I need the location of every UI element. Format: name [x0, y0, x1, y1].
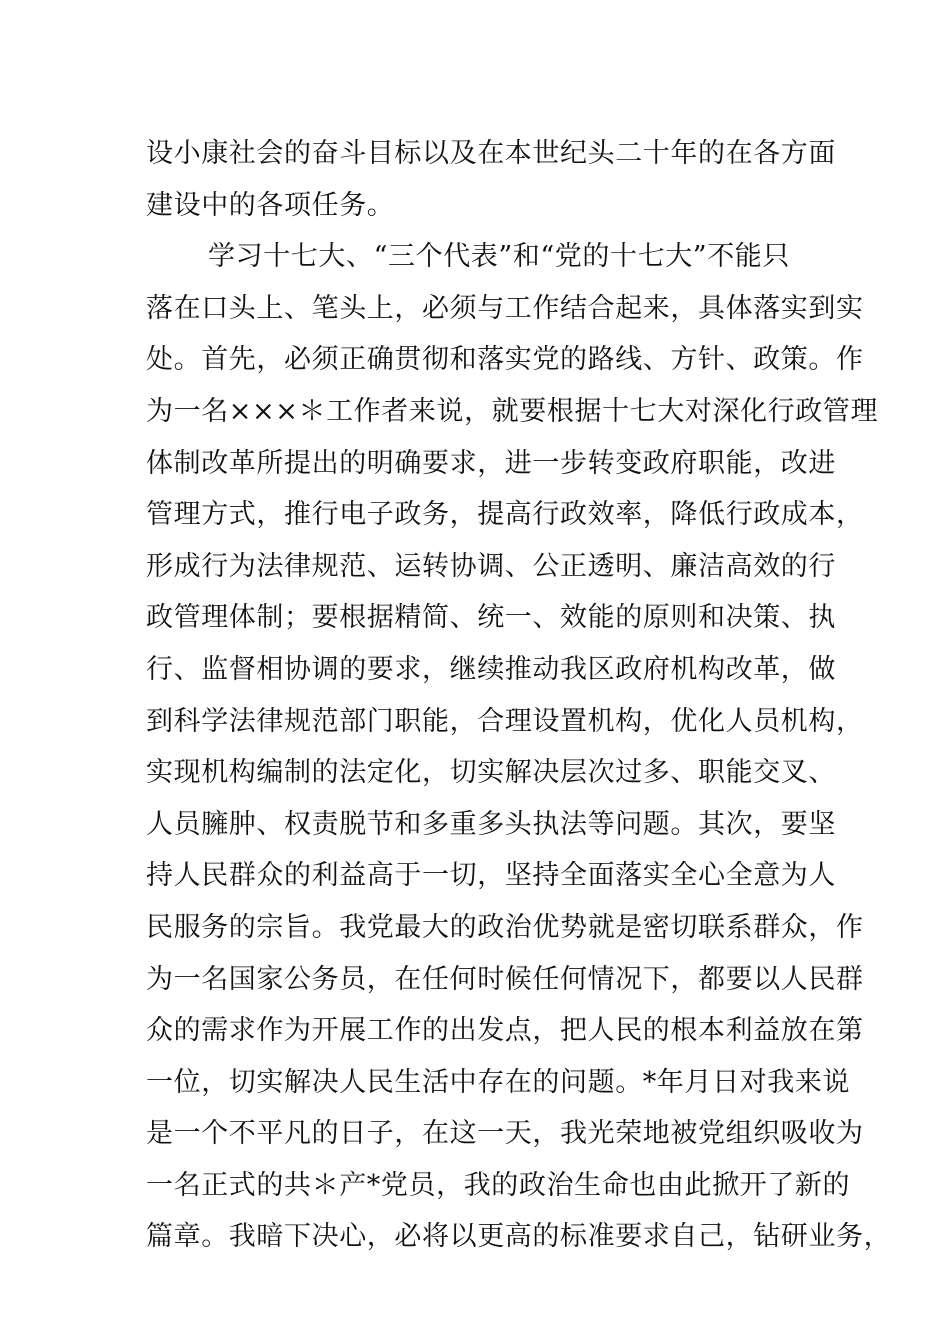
text-line: 是一个不平凡的日子，在这一天，我光荣地被党组织吸收为 — [146, 1118, 864, 1150]
text-line: 持人民群众的利益高于一切，坚持全面落实全心全意为人 — [146, 860, 836, 892]
text-line: 管理方式，推行电子政务，提高行政效率，降低行政成本， — [146, 499, 864, 531]
text-line: 实现机构编制的法定化，切实解决层次过多、职能交叉、 — [146, 757, 836, 789]
document-body — [146, 128, 892, 1263]
text-line: 落在口头上、笔头上，必须与工作结合起来，具体落实到实 — [146, 292, 864, 324]
text-line: 建设中的各项任务。 — [146, 189, 395, 221]
text-line: 民服务的宗旨。我党最大的政治优势就是密切联系群众，作 — [146, 911, 864, 943]
paragraph-first-line: 学习十七大、“三个代表”和“党的十七大”不能只 — [208, 241, 791, 273]
text-line: 设小康社会的奋斗目标以及在本世纪头二十年的在各方面 — [146, 138, 836, 169]
text-line: 人员臃肿、权责脱节和多重多头执法等问题。其次，要坚 — [146, 808, 836, 840]
text-line: 政管理体制；要根据精简、统一、效能的原则和决策、执 — [146, 602, 836, 634]
text-line: 体制改革所提出的明确要求，进一步转变政府职能，改进 — [146, 447, 836, 479]
text-line: 篇章。我暗下决心，必将以更高的标准要求自己，钻研业务， — [146, 1221, 892, 1253]
text-line: 为一名×××＊工作者来说，就要根据十七大对深化行政管理 — [146, 395, 879, 427]
text-line: 形成行为法律规范、运转协调、公正透明、廉洁高效的行 — [146, 550, 836, 582]
text-line: 为一名国家公务员，在任何时候任何情况下，都要以人民群 — [146, 963, 864, 995]
text-line: 到科学法律规范部门职能，合理设置机构，优化人员机构， — [146, 705, 864, 737]
text-line: 行、监督相协调的要求，继续推动我区政府机构改革，做 — [146, 653, 836, 685]
text-line: 一名正式的共＊产*党员，我的政治生命也由此掀开了新的 — [146, 1169, 851, 1201]
text-line: 一位，切实解决人民生活中存在的问题。*年月日对我来说 — [146, 1066, 851, 1098]
text-line: 众的需求作为开展工作的出发点，把人民的根本利益放在第 — [146, 1015, 864, 1047]
text-line: 处。首先，必须正确贯彻和落实党的路线、方针、政策。作 — [146, 344, 864, 376]
